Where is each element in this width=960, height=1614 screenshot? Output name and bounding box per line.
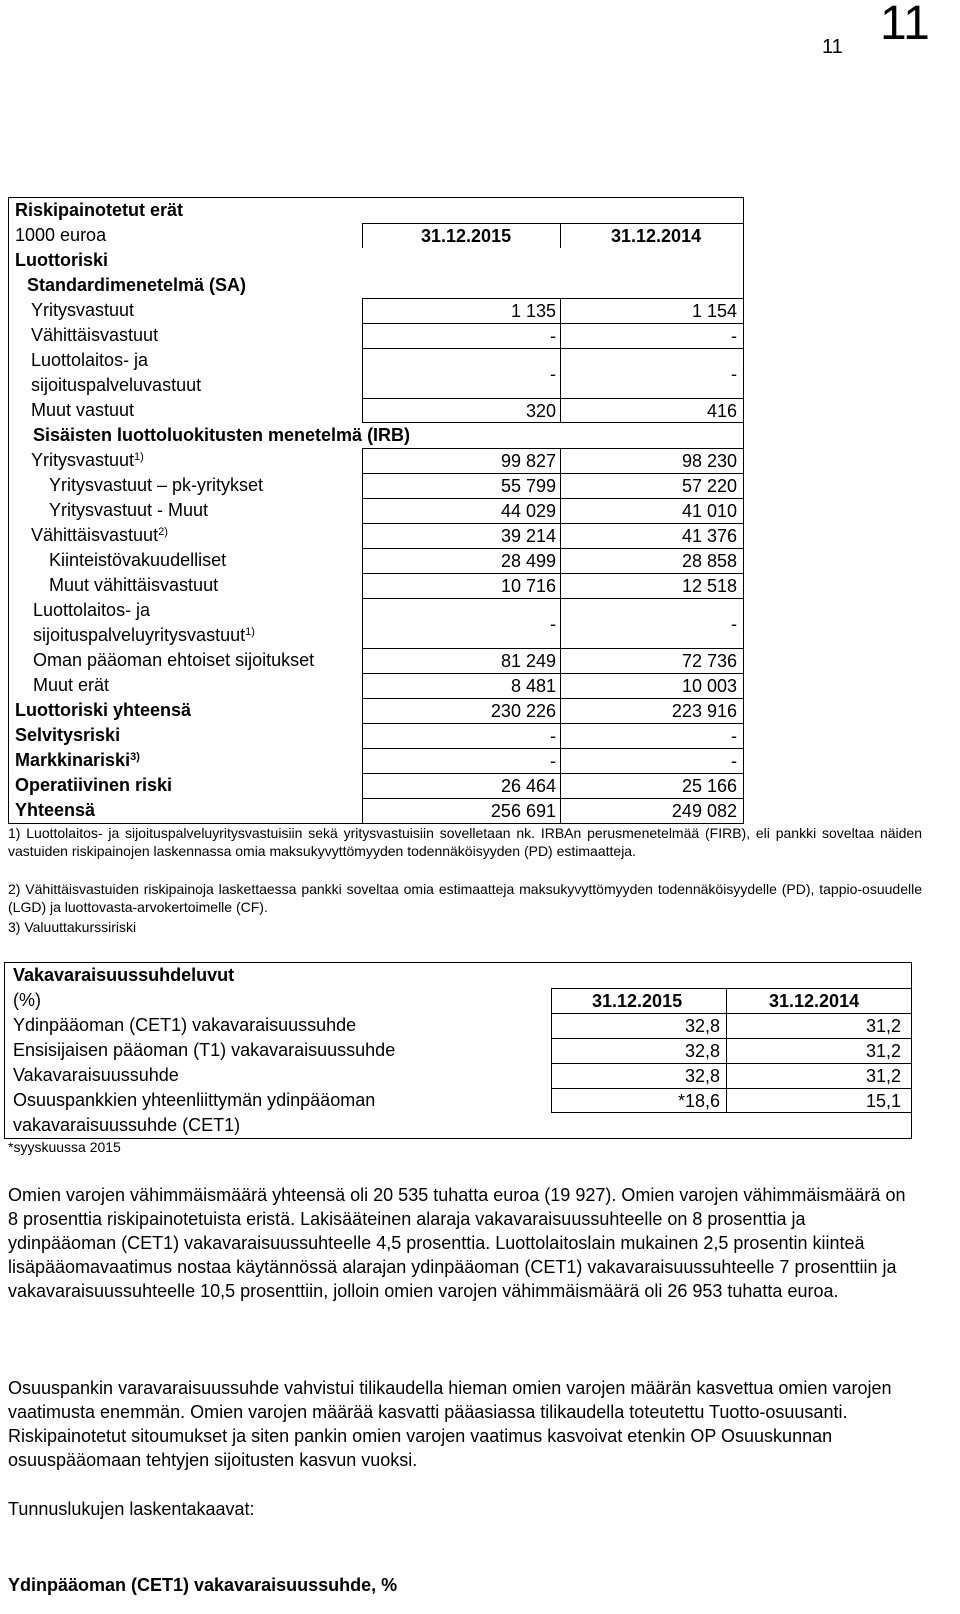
row-label: Markkinariski bbox=[15, 750, 131, 770]
page-number-large: 11 bbox=[880, 0, 930, 50]
value-2015: *18,6 bbox=[551, 1088, 726, 1113]
paragraph-minimum-capital: Omien varojen vähimmäismäärä yhteensä oli 20 535 tuhatta euroa (19 927). Omien varojen vähimmäismäärä on 8 prosenttia riskipainotetuista eristä. Lakisääteinen alaraja vakavaraisuussuhteelle on 8 prosenttia ja ydinpääoman (CET1) vakavaraisuussuhteelle 4,5 prosenttia. Luottolaitoslain mukainen 2,5 prosentin kiinteä lisäpääomavaatimus nostaa käytännössä alarajan ydinpääoman (CET1) vakavaraisuussuhteelle 7 prosenttiin ja vakavaraisuussuhteelle 10,5 prosenttiin, jolloin omien varojen vähimmäismäärä oli 26 953 tuhatta euroa. bbox=[8, 1185, 906, 1301]
row-label-cont: sijoituspalveluyritysvastuut bbox=[33, 625, 246, 645]
row-label: Vähittäisvastuut bbox=[31, 325, 159, 345]
table-row bbox=[9, 298, 743, 323]
value-2015: 55 799 bbox=[362, 473, 560, 498]
row-label: Selvitysriski bbox=[15, 725, 121, 745]
row-label: Muut vähittäisvastuut bbox=[49, 575, 219, 595]
row-label-cont: sijoituspalveluvastuut bbox=[31, 375, 202, 395]
unit-label: (%) bbox=[13, 990, 41, 1010]
header-2014: 31.12.2014 bbox=[726, 988, 911, 1013]
table-row bbox=[9, 398, 743, 423]
table-row bbox=[9, 548, 743, 573]
table-row bbox=[9, 348, 743, 398]
table-row bbox=[9, 423, 743, 448]
table-title-row bbox=[9, 198, 743, 223]
table-header-row bbox=[9, 223, 743, 248]
row-label: Standardimenetelmä (SA) bbox=[27, 275, 247, 295]
row-label: Muut erät bbox=[33, 675, 110, 695]
value-2015: 32,8 bbox=[551, 1038, 726, 1063]
value-2015: 230 226 bbox=[362, 698, 560, 723]
value-2015: 26 464 bbox=[362, 773, 560, 798]
footnote-ref: 1) bbox=[134, 451, 144, 463]
table-row bbox=[5, 1088, 911, 1138]
value-2015: 99 827 bbox=[362, 448, 560, 473]
value-2015: - bbox=[362, 348, 560, 398]
value-2014: 12 518 bbox=[560, 573, 743, 598]
value-2014: 223 916 bbox=[560, 698, 743, 723]
row-label: Luottoriski yhteensä bbox=[15, 700, 192, 720]
value-2014: 15,1 bbox=[726, 1088, 911, 1113]
value-2015: 44 029 bbox=[362, 498, 560, 523]
row-label: Yritysvastuut – pk-yritykset bbox=[49, 475, 264, 495]
table-row bbox=[9, 773, 743, 798]
row-label: Luottolaitos- ja bbox=[31, 350, 149, 370]
value-2014: 249 082 bbox=[560, 798, 743, 823]
table-row bbox=[9, 598, 743, 648]
value-2015: - bbox=[362, 598, 560, 648]
table-row bbox=[9, 648, 743, 673]
footnote-ref: 3) bbox=[130, 751, 140, 763]
header-2015: 31.12.2015 bbox=[551, 988, 726, 1013]
value-2014: - bbox=[560, 323, 743, 348]
table-row bbox=[5, 1063, 911, 1088]
paragraph-capital-development: Osuuspankin varavaraisuussuhde vahvistui tilikaudella hieman omien varojen määrän kasvettua omien varojen vaatimusta enemmän. Omien varojen määrää kasvatti pääasiassa tilikaudella toteutettu Tuotto-osuusanti. Riskipainotetut sitoumukset ja siten pankin omien varojen vaatimus kasvoivat etenkin OP Osuuskunnan osuuspääomaan tehtyjen sijoitusten kasvun vuoksi. bbox=[8, 1378, 892, 1470]
value-2014: 41 010 bbox=[560, 498, 743, 523]
table-row bbox=[9, 723, 743, 748]
row-label: Ensisijaisen pääoman (T1) vakavaraisuussuhde bbox=[13, 1040, 396, 1060]
row-label: Muut vastuut bbox=[31, 400, 135, 420]
value-2015: - bbox=[362, 748, 560, 773]
header-2015: 31.12.2015 bbox=[362, 223, 560, 248]
row-label: Operatiivinen riski bbox=[15, 775, 173, 795]
value-2014: 31,2 bbox=[726, 1063, 911, 1088]
value-2014: 98 230 bbox=[560, 448, 743, 473]
row-label-cont: vakavaraisuussuhde (CET1) bbox=[13, 1115, 241, 1135]
page-number-small: 11 bbox=[822, 36, 843, 58]
value-2014: 31,2 bbox=[726, 1038, 911, 1063]
value-2014: 57 220 bbox=[560, 473, 743, 498]
row-label: Ydinpääoman (CET1) vakavaraisuussuhde bbox=[13, 1015, 357, 1035]
paragraph-formulas-heading: Tunnuslukujen laskentakaavat: bbox=[8, 1499, 255, 1519]
value-2015: 10 716 bbox=[362, 573, 560, 598]
value-2015: 32,8 bbox=[551, 1013, 726, 1038]
value-2014: - bbox=[560, 723, 743, 748]
table-row bbox=[9, 523, 743, 548]
footnote-3: 3) Valuuttakurssiriski bbox=[8, 919, 137, 935]
row-label: Kiinteistövakuudelliset bbox=[49, 550, 227, 570]
value-2014: 72 736 bbox=[560, 648, 743, 673]
risk-weighted-items-table bbox=[8, 197, 744, 824]
footnote-2: 2) Vähittäisvastuiden riskipainoja laskettaessa pankki soveltaa omia estimaatteja maksukyvyttömyyden todennäköisyydelle (PD), tappio-osuudelle (LGD) ja luottovasta-arvokertoimelle (CF). bbox=[8, 881, 922, 915]
value-2014: 31,2 bbox=[726, 1013, 911, 1038]
table-row bbox=[9, 323, 743, 348]
row-label: Osuuspankkien yhteenliittymän ydinpääoman bbox=[13, 1090, 376, 1110]
value-2014: 10 003 bbox=[560, 673, 743, 698]
table-row bbox=[5, 1013, 911, 1038]
row-label: Oman pääoman ehtoiset sijoitukset bbox=[33, 650, 315, 670]
value-2015: - bbox=[362, 323, 560, 348]
capital-adequacy-table bbox=[4, 962, 912, 1139]
row-label: Yritysvastuut - Muut bbox=[49, 500, 209, 520]
table-title: Vakavaraisuussuhdeluvut bbox=[13, 965, 235, 985]
table-row bbox=[9, 798, 743, 824]
value-2014: 25 166 bbox=[560, 773, 743, 798]
row-label: Yritysvastuut bbox=[31, 450, 135, 470]
row-label: Yhteensä bbox=[15, 800, 96, 820]
table-header-row bbox=[5, 988, 911, 1013]
value-2015: 28 499 bbox=[362, 548, 560, 573]
value-2015: 81 249 bbox=[362, 648, 560, 673]
value-2014: 28 858 bbox=[560, 548, 743, 573]
value-2015: 8 481 bbox=[362, 673, 560, 698]
value-2015: - bbox=[362, 723, 560, 748]
footnote-ref: 1) bbox=[245, 626, 255, 638]
row-label: Yritysvastuut bbox=[31, 300, 135, 320]
value-2015: 32,8 bbox=[551, 1063, 726, 1088]
formula-title-cet1: Ydinpääoman (CET1) vakavaraisuussuhde, % bbox=[8, 1575, 398, 1595]
table-row bbox=[9, 248, 743, 273]
value-2014: 416 bbox=[560, 398, 743, 423]
row-label: Sisäisten luottoluokitusten menetelmä (IRB) bbox=[33, 425, 411, 445]
cap-footnote: *syyskuussa 2015 bbox=[8, 1139, 121, 1155]
row-label: Luottoriski bbox=[15, 250, 108, 270]
value-2015: 39 214 bbox=[362, 523, 560, 548]
value-2014: 41 376 bbox=[560, 523, 743, 548]
unit-label: 1000 euroa bbox=[15, 225, 107, 245]
table-row bbox=[9, 498, 743, 523]
table-row bbox=[9, 698, 743, 723]
value-2015: 1 135 bbox=[362, 298, 560, 323]
row-label: Luottolaitos- ja bbox=[33, 600, 151, 620]
value-2015: 256 691 bbox=[362, 798, 560, 823]
footnote-ref: 2) bbox=[158, 526, 168, 538]
value-2015: 320 bbox=[362, 398, 560, 423]
table-row bbox=[9, 273, 743, 298]
value-2014: - bbox=[560, 748, 743, 773]
table-row bbox=[9, 748, 743, 773]
header-2014: 31.12.2014 bbox=[560, 223, 743, 248]
table-row bbox=[9, 573, 743, 598]
table-title: Riskipainotetut erät bbox=[15, 200, 184, 220]
table-row bbox=[9, 673, 743, 698]
footnote-1: 1) Luottolaitos- ja sijoituspalveluyritysvastuisiin sekä yritysvastuisiin sovelletaan nk. IRBAn perusmenetelmää (FIRB), eli pankki soveltaa näiden vastuiden riskipainojen laskennassa omia maksukyvyttömyyden todennäköisyyden (PD) estimaatteja. bbox=[8, 825, 922, 859]
value-2014: - bbox=[560, 348, 743, 398]
row-label: Vähittäisvastuut bbox=[31, 525, 159, 545]
value-2014: 1 154 bbox=[560, 298, 743, 323]
table-row bbox=[9, 448, 743, 473]
table-row bbox=[9, 473, 743, 498]
row-label: Vakavaraisuussuhde bbox=[13, 1065, 179, 1085]
table-row bbox=[5, 1038, 911, 1063]
table-title-row bbox=[5, 963, 911, 988]
value-2014: - bbox=[560, 598, 743, 648]
